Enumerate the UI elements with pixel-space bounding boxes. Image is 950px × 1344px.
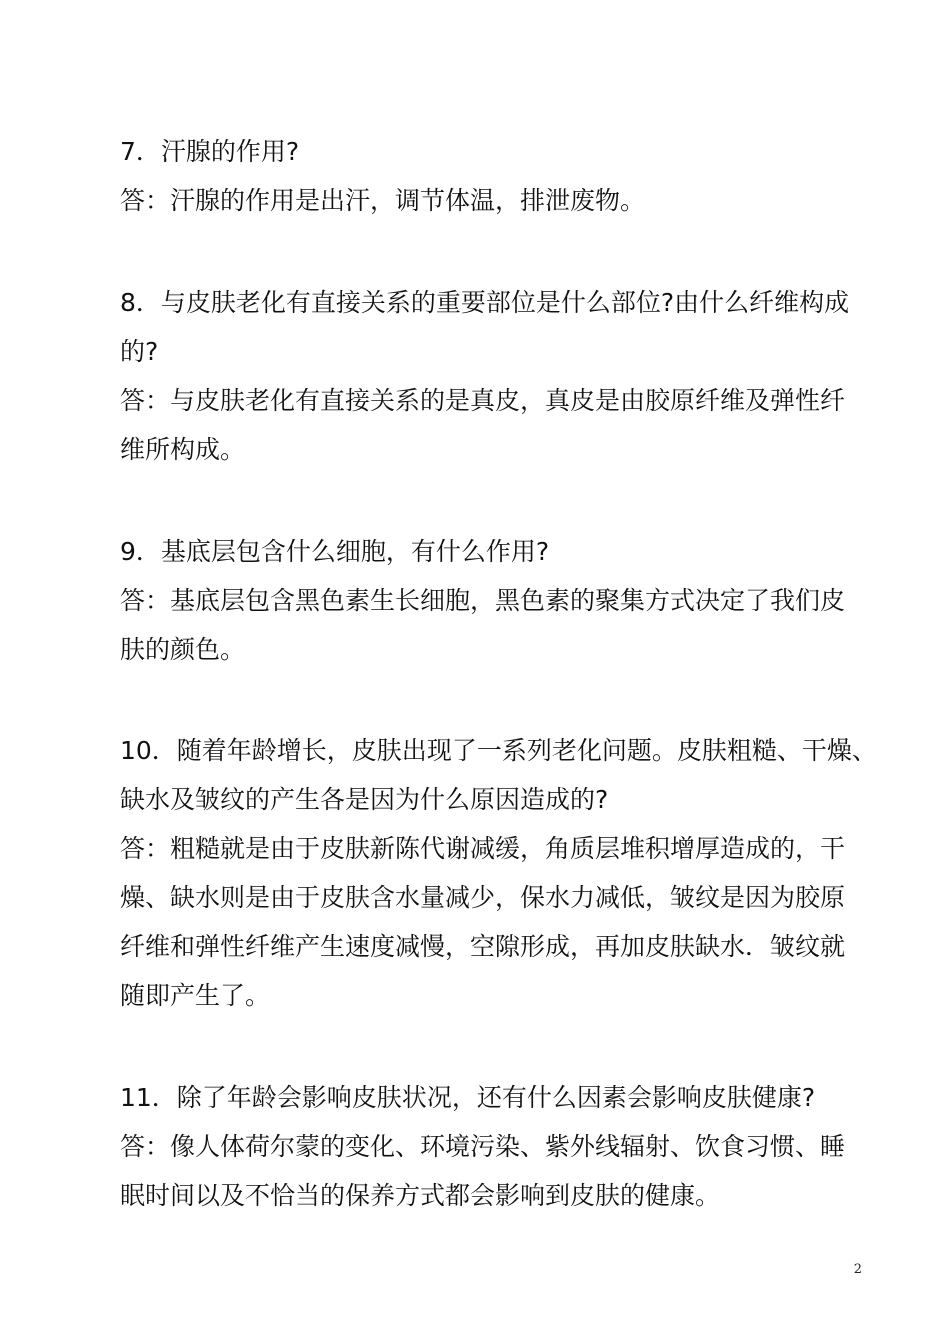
answer-10-line-2: 燥、缺水则是由于皮肤含水量减少，保水力减低，皱纹是因为胶原 xyxy=(120,883,846,912)
question-8-line-1: 8．与皮肤老化有直接关系的重要部位是什么部位?由什么纤维构成 xyxy=(120,288,850,317)
answer-10-line-4: 随即产生了。 xyxy=(120,981,271,1010)
answer-9-line-1: 答：基底层包含黑色素生长细胞，黑色素的聚集方式决定了我们皮 xyxy=(120,586,846,615)
question-10-line-1: 10．随着年龄增长，皮肤出现了一系列老化问题。皮肤粗糙、干燥、 xyxy=(120,736,877,765)
answer-8-line-1: 答：与皮肤老化有直接关系的是真皮，真皮是由胶原纤维及弹性纤 xyxy=(120,386,846,415)
question-11: 11．除了年龄会影响皮肤状况，还有什么因素会影响皮肤健康? xyxy=(120,1083,816,1112)
question-8-line-2: 的? xyxy=(120,337,159,366)
answer-11-line-1: 答：像人体荷尔蒙的变化、环境污染、紫外线辐射、饮食习惯、睡 xyxy=(120,1132,846,1161)
page-number: 2 xyxy=(853,1262,862,1277)
answer-8-line-2: 维所构成。 xyxy=(120,435,246,464)
question-7: 7．汗腺的作用? xyxy=(120,137,300,166)
answer-10-line-1: 答：粗糙就是由于皮肤新陈代谢减缓，角质层堆积增厚造成的，干 xyxy=(120,834,846,863)
answer-11-line-2: 眠时间以及不恰当的保养方式都会影响到皮肤的健康。 xyxy=(120,1181,721,1210)
answer-7: 答：汗腺的作用是出汗，调节体温，排泄废物。 xyxy=(120,186,646,215)
answer-9-line-2: 肤的颜色。 xyxy=(120,635,246,664)
answer-10-line-3: 纤维和弹性纤维产生速度减慢，空隙形成，再加皮肤缺水．皱纹就 xyxy=(120,932,846,961)
question-10-line-2: 缺水及皱纹的产生各是因为什么原因造成的? xyxy=(120,785,609,814)
question-9: 9．基底层包含什么细胞，有什么作用? xyxy=(120,537,550,566)
